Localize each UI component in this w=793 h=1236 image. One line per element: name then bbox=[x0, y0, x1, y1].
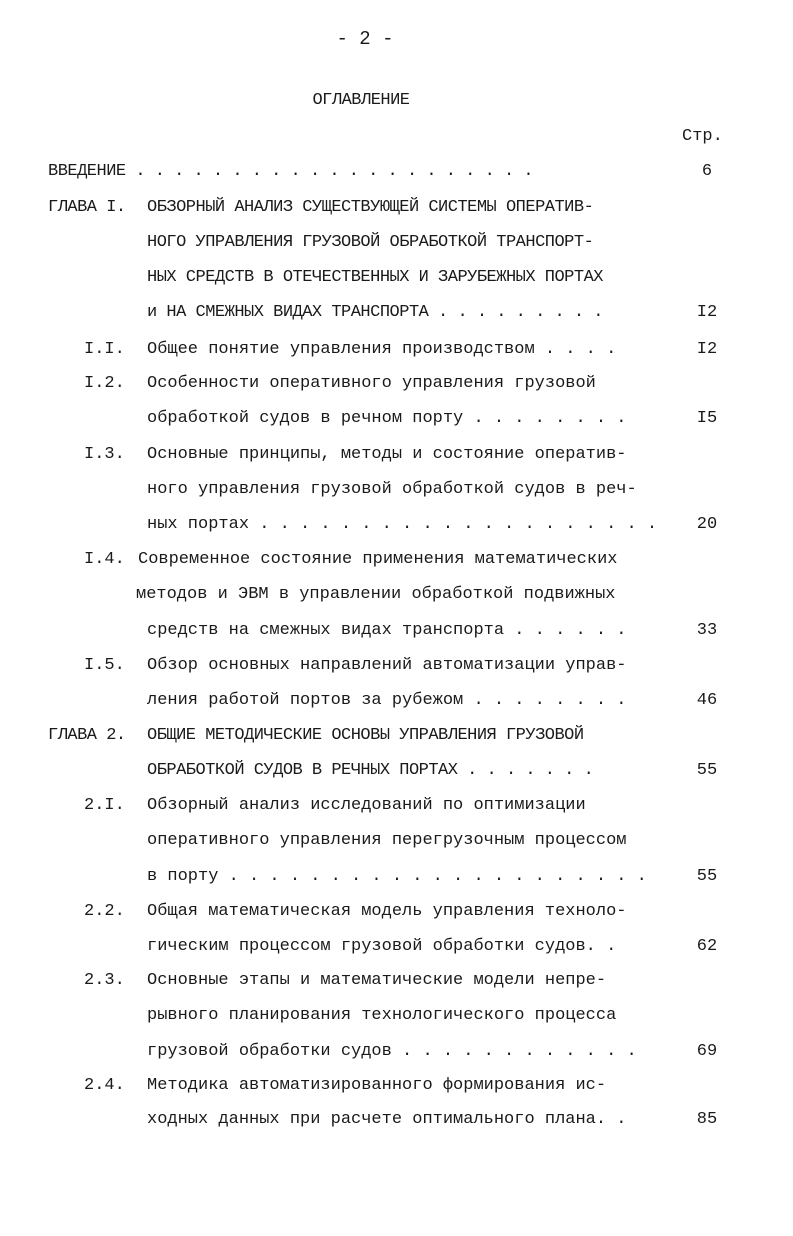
toc-entry-text: Особенности оперативного управления грузовой bbox=[147, 374, 596, 393]
toc-entry-text: гическим процессом грузовой обработки судов. . bbox=[147, 937, 617, 956]
toc-entry-number: ГЛАВА 2. bbox=[48, 726, 126, 745]
toc-entry-text: средств на смежных видах транспорта . . . . . . bbox=[147, 621, 627, 640]
toc-entry-text: ления работой портов за рубежом . . . . . . . . bbox=[147, 691, 627, 710]
toc-entry-page: 55 bbox=[696, 761, 718, 780]
toc-entry-text: ного управления грузовой обработкой судов в реч- bbox=[147, 480, 637, 499]
toc-entry-number: 2.4. bbox=[84, 1076, 125, 1095]
toc-entry-text: Обзорный анализ исследований по оптимизации bbox=[147, 796, 586, 815]
toc-entry-text: грузовой обработки судов . . . . . . . . . . . . bbox=[147, 1042, 637, 1061]
toc-entry-page: 85 bbox=[696, 1110, 718, 1129]
toc-entry-text: обработкой судов в речном порту . . . . . . . . bbox=[147, 409, 627, 428]
toc-entry-text: Обзор основных направлений автоматизации управ- bbox=[147, 656, 627, 675]
toc-entry-text: ОБЩИЕ МЕТОДИЧЕСКИЕ ОСНОВЫ УПРАВЛЕНИЯ ГРУЗОВОЙ bbox=[147, 726, 584, 745]
toc-entry-text: ОБЗОРНЫЙ АНАЛИЗ СУЩЕСТВУЮЩЕЙ СИСТЕМЫ ОПЕРАТИВ- bbox=[147, 198, 594, 217]
toc-entry-text: ных портах . . . . . . . . . . . . . . . . . . . . bbox=[147, 515, 658, 534]
toc-entry-text: Методика автоматизированного формирования ис- bbox=[147, 1076, 607, 1095]
toc-entry-text: оперативного управления перегрузочным процессом bbox=[147, 831, 627, 850]
toc-entry-page: I2 bbox=[696, 303, 718, 322]
toc-entry-text: Основные принципы, методы и состояние оператив- bbox=[147, 445, 627, 464]
toc-entry-page: 69 bbox=[696, 1042, 718, 1061]
toc-entry-number: I.I. bbox=[84, 340, 125, 359]
toc-entry-text: Современное состояние применения математических bbox=[138, 550, 618, 569]
toc-entry-text: ходных данных при расчете оптимального плана. . bbox=[147, 1110, 627, 1129]
toc-entry-number: ГЛАВА I. bbox=[48, 198, 126, 217]
toc-entry-number: I.4. bbox=[84, 550, 125, 569]
toc-entry-text: и НА СМЕЖНЫХ ВИДАХ ТРАНСПОРТА . . . . . . . . . bbox=[147, 303, 603, 322]
toc-entry-number: I.5. bbox=[84, 656, 125, 675]
toc-entry-page: 55 bbox=[696, 867, 718, 886]
toc-title: ОГЛАВЛЕНИЕ bbox=[312, 91, 410, 110]
toc-entry-page: 46 bbox=[696, 691, 718, 710]
toc-entry-text: ОБРАБОТКОЙ СУДОВ В РЕЧНЫХ ПОРТАХ . . . . . . . bbox=[147, 761, 594, 780]
toc-entry-number: 2.I. bbox=[84, 796, 125, 815]
page-column-label: Стр. bbox=[682, 127, 723, 146]
toc-entry-page: 33 bbox=[696, 621, 718, 640]
toc-entry-page: I5 bbox=[696, 409, 718, 428]
toc-entry-text: Основные этапы и математические модели непре- bbox=[147, 971, 607, 990]
toc-entry-text: методов и ЭВМ в управлении обработкой подвижных bbox=[136, 585, 616, 604]
page-number: - 2 - bbox=[336, 28, 394, 50]
toc-entry-page: 20 bbox=[696, 515, 718, 534]
toc-entry-page: I2 bbox=[696, 340, 718, 359]
toc-entry-number: I.2. bbox=[84, 374, 125, 393]
toc-entry-number: 2.3. bbox=[84, 971, 125, 990]
toc-entry-text: НЫХ СРЕДСТВ В ОТЕЧЕСТВЕННЫХ И ЗАРУБЕЖНЫХ ПОРТАХ bbox=[147, 268, 603, 287]
toc-entry-text: Общая математическая модель управления техноло- bbox=[147, 902, 627, 921]
toc-entry-text: в порту . . . . . . . . . . . . . . . . . . . . . bbox=[147, 867, 647, 886]
toc-entry-text: рывного планирования технологического процесса bbox=[147, 1006, 617, 1025]
toc-entry-number: I.3. bbox=[84, 445, 125, 464]
toc-entry-text: Общее понятие управления производством . . . . bbox=[147, 340, 617, 359]
toc-entry-page: 62 bbox=[696, 937, 718, 956]
toc-entry-text: ВВЕДЕНИЕ . . . . . . . . . . . . . . . . . . . . . bbox=[48, 162, 534, 181]
toc-entry-page: 6 bbox=[701, 162, 713, 181]
toc-entry-number: 2.2. bbox=[84, 902, 125, 921]
toc-entry-text: НОГО УПРАВЛЕНИЯ ГРУЗОВОЙ ОБРАБОТКОЙ ТРАНСПОРТ- bbox=[147, 233, 594, 252]
